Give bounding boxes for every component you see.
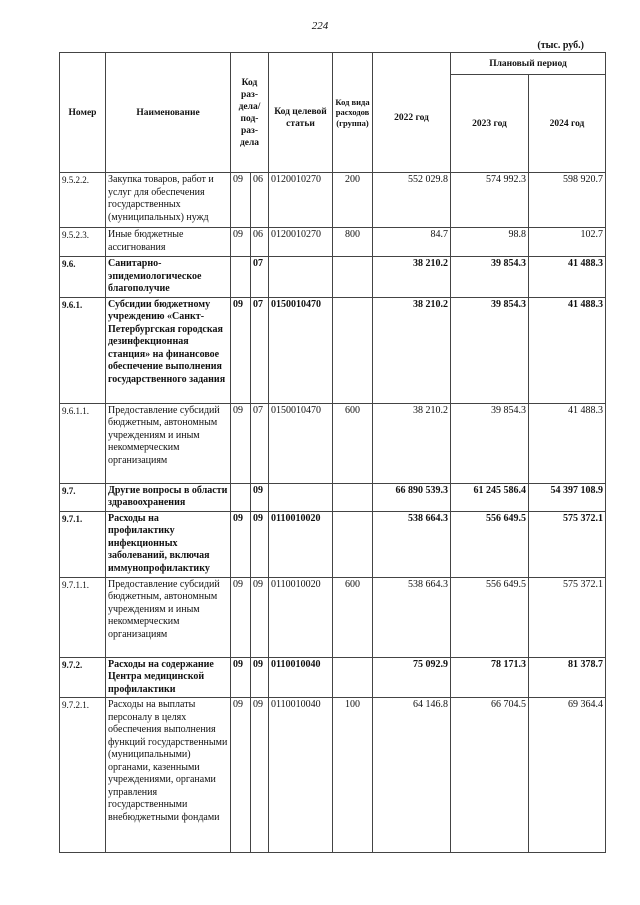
row-podrazdel: 06 xyxy=(251,173,269,228)
row-target-article: 0110010020 xyxy=(269,511,333,577)
row-razdel xyxy=(231,483,251,511)
row-2022: 64 146.8 xyxy=(373,698,451,853)
row-expense-type: 600 xyxy=(333,577,373,657)
row-name: Закупка товаров, работ и услуг для обеспечения государственных (муниципальных) нужд xyxy=(106,173,231,228)
header-target-article: Код целевой статьи xyxy=(269,53,333,173)
table-row xyxy=(60,657,606,698)
budget-table xyxy=(59,52,606,853)
row-name: Расходы на профилактику инфекционных заболеваний, включая иммунопрофилактику xyxy=(106,511,231,577)
row-2023: 574 992.3 xyxy=(451,173,529,228)
row-2024: 41 488.3 xyxy=(529,297,606,403)
row-2024: 575 372.1 xyxy=(529,511,606,577)
row-2023: 39 854.3 xyxy=(451,297,529,403)
header-year-2022: 2022 год xyxy=(373,53,451,173)
row-2022: 75 092.9 xyxy=(373,657,451,698)
row-number: 9.7. xyxy=(60,483,106,511)
row-number: 9.7.2.1. xyxy=(60,698,106,853)
row-expense-type: 100 xyxy=(333,698,373,853)
row-2024: 81 378.7 xyxy=(529,657,606,698)
table-row xyxy=(60,173,606,228)
table-row xyxy=(60,511,606,577)
table-row xyxy=(60,297,606,403)
header-year-2024: 2024 год xyxy=(529,75,606,173)
table-header xyxy=(60,53,606,173)
row-expense-type: 600 xyxy=(333,403,373,483)
header-section: Код раз-дела/ под-раз-дела xyxy=(231,53,269,173)
row-target-article: 0120010270 xyxy=(269,228,333,257)
row-expense-type xyxy=(333,297,373,403)
table-row xyxy=(60,228,606,257)
row-name: Предоставление субсидий бюджетным, автономным учреждениям и иным некоммерческим организациям xyxy=(106,577,231,657)
row-2023: 78 171.3 xyxy=(451,657,529,698)
table-row xyxy=(60,483,606,511)
row-razdel: 09 xyxy=(231,173,251,228)
row-2024: 102.7 xyxy=(529,228,606,257)
row-name: Иные бюджетные ассигнования xyxy=(106,228,231,257)
row-razdel: 09 xyxy=(231,577,251,657)
row-expense-type xyxy=(333,511,373,577)
row-target-article xyxy=(269,257,333,298)
row-number: 9.7.1.1. xyxy=(60,577,106,657)
row-2024: 54 397 108.9 xyxy=(529,483,606,511)
row-podrazdel: 07 xyxy=(251,257,269,298)
row-name: Субсидии бюджетному учреждению «Санкт-Петербургская городская дезинфекционная станция» на финансовое обеспечение выполнения государственного задания xyxy=(106,297,231,403)
header-name: Наименование xyxy=(106,53,231,173)
units-label: (тыс. руб.) xyxy=(537,40,584,51)
row-podrazdel: 07 xyxy=(251,297,269,403)
table-row xyxy=(60,698,606,853)
row-target-article xyxy=(269,483,333,511)
table-row xyxy=(60,577,606,657)
row-podrazdel: 09 xyxy=(251,698,269,853)
row-2023: 66 704.5 xyxy=(451,698,529,853)
row-number: 9.5.2.2. xyxy=(60,173,106,228)
row-name: Расходы на содержание Центра медицинской профилактики xyxy=(106,657,231,698)
row-target-article: 0150010470 xyxy=(269,403,333,483)
row-target-article: 0120010270 xyxy=(269,173,333,228)
row-razdel: 09 xyxy=(231,228,251,257)
row-podrazdel: 09 xyxy=(251,511,269,577)
row-number: 9.7.2. xyxy=(60,657,106,698)
row-2023: 39 854.3 xyxy=(451,257,529,298)
row-podrazdel: 09 xyxy=(251,483,269,511)
header-planning-period: Плановый период xyxy=(451,53,606,75)
row-2024: 69 364.4 xyxy=(529,698,606,853)
row-expense-type: 800 xyxy=(333,228,373,257)
row-number: 9.6. xyxy=(60,257,106,298)
row-2022: 38 210.2 xyxy=(373,297,451,403)
row-expense-type xyxy=(333,257,373,298)
row-expense-type: 200 xyxy=(333,173,373,228)
table-row xyxy=(60,403,606,483)
table-row xyxy=(60,257,606,298)
row-podrazdel: 09 xyxy=(251,577,269,657)
row-2022: 66 890 539.3 xyxy=(373,483,451,511)
row-2022: 538 664.3 xyxy=(373,511,451,577)
row-razdel xyxy=(231,257,251,298)
row-razdel: 09 xyxy=(231,511,251,577)
row-2024: 575 372.1 xyxy=(529,577,606,657)
row-podrazdel: 07 xyxy=(251,403,269,483)
header-number: Номер xyxy=(60,53,106,173)
row-razdel: 09 xyxy=(231,657,251,698)
row-2022: 38 210.2 xyxy=(373,257,451,298)
row-expense-type xyxy=(333,657,373,698)
row-2023: 39 854.3 xyxy=(451,403,529,483)
row-number: 9.6.1.1. xyxy=(60,403,106,483)
row-razdel: 09 xyxy=(231,403,251,483)
page-number: 224 xyxy=(311,20,329,32)
row-razdel: 09 xyxy=(231,698,251,853)
header-expense-type: Код вида расходов (группа) xyxy=(333,53,373,173)
row-name: Расходы на выплаты персоналу в целях обеспечения выполнения функций государственными (муниципальными) органами, казенными учреждениями, органами управления государственными внебюджетными фондами xyxy=(106,698,231,853)
row-number: 9.7.1. xyxy=(60,511,106,577)
row-2023: 556 649.5 xyxy=(451,577,529,657)
row-2023: 61 245 586.4 xyxy=(451,483,529,511)
table-body xyxy=(60,173,606,853)
row-2022: 552 029.8 xyxy=(373,173,451,228)
row-podrazdel: 09 xyxy=(251,657,269,698)
row-2022: 84.7 xyxy=(373,228,451,257)
header-year-2023: 2023 год xyxy=(451,75,529,173)
row-2022: 38 210.2 xyxy=(373,403,451,483)
row-target-article: 0110010040 xyxy=(269,698,333,853)
row-2024: 598 920.7 xyxy=(529,173,606,228)
row-2023: 98.8 xyxy=(451,228,529,257)
row-expense-type xyxy=(333,483,373,511)
row-razdel: 09 xyxy=(231,297,251,403)
row-2024: 41 488.3 xyxy=(529,257,606,298)
row-2024: 41 488.3 xyxy=(529,403,606,483)
row-target-article: 0110010020 xyxy=(269,577,333,657)
row-2022: 538 664.3 xyxy=(373,577,451,657)
row-name: Предоставление субсидий бюджетным, автономным учреждениям и иным некоммерческим организациям xyxy=(106,403,231,483)
row-number: 9.5.2.3. xyxy=(60,228,106,257)
row-podrazdel: 06 xyxy=(251,228,269,257)
row-name: Санитарно-эпидемиологическое благополучие xyxy=(106,257,231,298)
row-target-article: 0110010040 xyxy=(269,657,333,698)
row-target-article: 0150010470 xyxy=(269,297,333,403)
row-name: Другие вопросы в области здравоохранения xyxy=(106,483,231,511)
row-number: 9.6.1. xyxy=(60,297,106,403)
row-2023: 556 649.5 xyxy=(451,511,529,577)
